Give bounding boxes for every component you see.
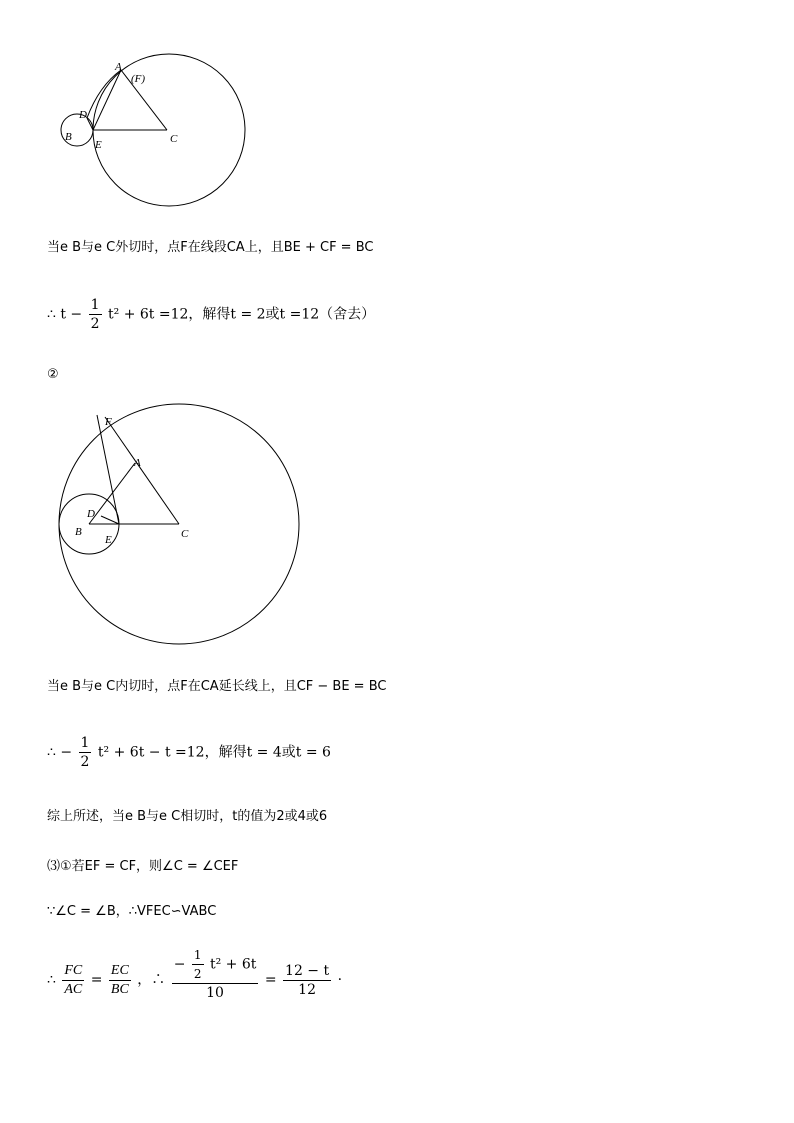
minus-sign: −	[173, 956, 186, 973]
compound-num	[172, 946, 259, 984]
label-d: D	[87, 508, 95, 520]
ratio-prefix: ∴	[47, 972, 56, 988]
label-b: B	[65, 131, 72, 143]
inner-fraction	[192, 946, 204, 983]
label-c: C	[170, 133, 178, 145]
frac-den: 2	[80, 754, 90, 770]
frac-den: AC	[64, 981, 83, 997]
case2-solve-rest: t² + 6t − t =12，解得t = 4或t = 6	[97, 744, 331, 761]
frac-num: 1	[192, 946, 204, 965]
label-e: E	[95, 139, 102, 151]
label-a: A	[134, 457, 141, 469]
fraction-right	[283, 962, 331, 999]
case1-solve-rest: t² + 6t =12，解得t = 2或t =12（舍去）	[108, 306, 376, 323]
segment-ab	[93, 70, 121, 130]
compound-den: 10	[206, 985, 224, 1001]
case1-equation	[47, 296, 375, 333]
part3-intro: ⑶①若EF = CF，则∠C = ∠CEF	[47, 859, 239, 874]
case1-statement: 当e B与e C外切时，点F在线段CA上，且BE + CF = BC	[47, 240, 374, 255]
end-dot: ·	[337, 972, 343, 988]
frac-den: 12	[298, 981, 316, 998]
fraction-half	[79, 734, 92, 771]
frac-num: FC	[62, 962, 84, 981]
part3-similar: ∵∠C = ∠B，∴VFEC∽VABC	[47, 904, 217, 919]
case2-statement: 当e B与e C内切时，点F在CA延长线上，且CF − BE = BC	[47, 679, 387, 694]
case2-marker: ②	[47, 367, 59, 382]
segment-fe	[97, 415, 119, 524]
figure-internal-tangency	[55, 403, 305, 648]
compound-num-rest: t² + 6t	[209, 956, 257, 973]
arc-ad	[87, 70, 121, 118]
frac-num: 12 − t	[285, 962, 330, 979]
label-f: (F)	[131, 73, 146, 85]
frac-num: EC	[109, 962, 131, 981]
fraction-compound	[172, 946, 259, 1002]
segment-ab	[89, 463, 135, 524]
fraction-half	[89, 296, 102, 333]
part3-ratio-equation: ∴ $\frac{FC}{AC}$ = $\frac{EC}{BC}$ ，∴ − $\frac{1}{2}$ t² + 6t 10 = $\frac{12 - t}{12}$ ·	[47, 948, 343, 1001]
label-c: C	[181, 528, 189, 540]
label-e: E	[105, 534, 112, 546]
figure-external-tangency	[55, 52, 255, 212]
label-b: B	[75, 526, 82, 538]
ratio-mid: ，∴	[137, 972, 166, 988]
frac-num: 1	[80, 735, 90, 751]
case2-equation	[47, 734, 331, 771]
frac-den: 2	[90, 316, 100, 332]
segment-de	[101, 516, 119, 524]
frac-den: BC	[110, 981, 129, 997]
label-f: F	[105, 416, 112, 428]
case1-solve-prefix: ∴ t −	[47, 306, 83, 323]
frac-den: 2	[193, 967, 202, 981]
label-d: D	[79, 109, 87, 121]
fraction-fc-ac	[62, 962, 84, 999]
case2-solve-prefix: ∴ −	[47, 744, 73, 761]
label-a: A	[115, 61, 122, 73]
summary-line: 综上所述，当e B与e C相切时，t的值为2或4或6	[47, 809, 328, 824]
frac-num: 1	[90, 297, 100, 313]
fraction-ec-bc	[109, 962, 131, 999]
